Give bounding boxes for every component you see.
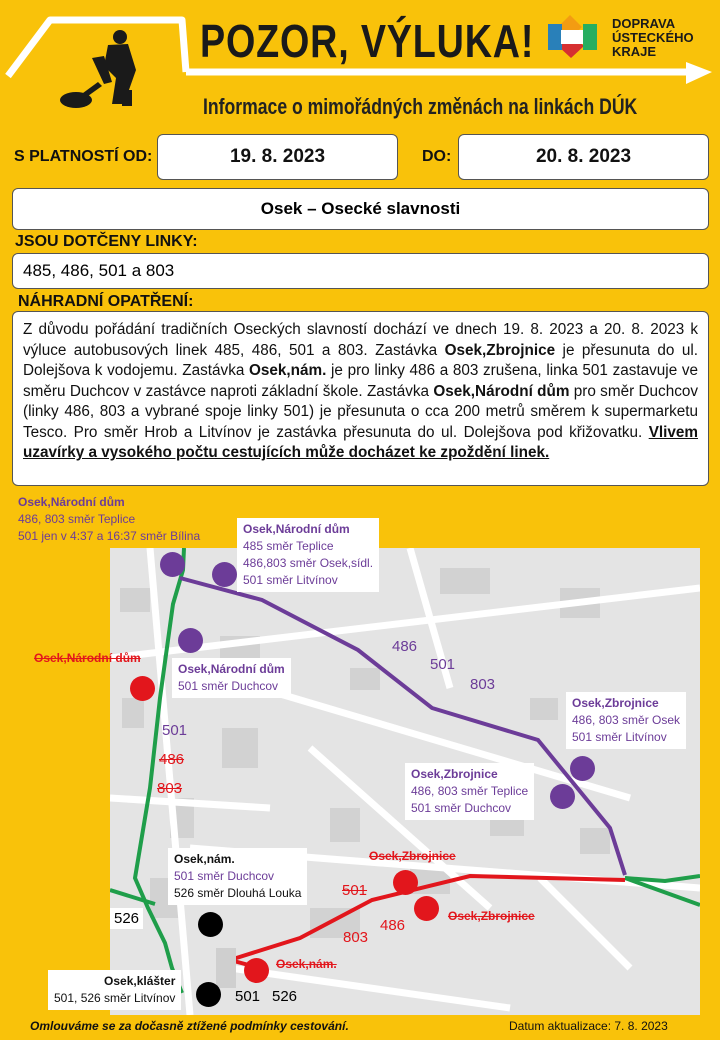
stop-name: Osek,Národní dům [18,495,125,509]
measures-stop-namesti: Osek,nám. [249,362,327,379]
purple-line-501: 501 [430,656,456,673]
measures-text [12,311,709,486]
page-title: POZOR, VÝLUKA! [200,15,535,67]
to-label: DO: [422,148,452,165]
church-symbol [216,948,236,988]
stop-marker-purple [550,784,575,809]
stop-name: Osek,nám. [174,852,235,866]
worker-icon [60,30,136,108]
stop-marker-cancelled [130,676,155,701]
stop-line: 501 směr Duchcov [174,869,275,883]
measures-text-part: pro směr Duchcov (linky 486, 803 a vybrané spoje linky 501) je přesunuta o cca 200 metrů směrem k supermarketu Tesco. Pro směr Hrob a Litvínov je zastávka přesunuta do ul. Dolejšova pod křižovatku. [23,382,699,441]
stop-marker-purple [178,628,203,653]
stop-label-zb-osek [566,692,686,749]
stop-line: 486, 803 směr Osek [572,713,681,727]
stop-line: 486,803 směr Osek,sídl. [243,556,374,570]
stop-line: 526 směr Dlouhá Louka [174,886,302,900]
stop-marker-purple [160,552,185,577]
footer-updated: Datum aktualizace: 7. 8. 2023 [509,1019,668,1033]
measures-stop-narodni-dum: Osek,Národní dům [433,382,570,400]
stop-name: Osek,Zbrojnice [411,767,498,781]
stop-line: 486, 803 směr Teplice [18,512,136,526]
lines-label: JSOU DOTČENY LINKY: [15,233,198,250]
stop-line: 501 směr Litvínov [243,573,338,587]
stop-marker-cancelled [393,870,418,895]
green-line-501: 501 [162,722,188,739]
stop-marker-cancelled [244,958,269,983]
affected-lines: 485, 486, 501 a 803 [12,253,709,289]
stop-name: Osek,Národní dům [178,662,285,676]
delay-warning: Vlivem uzavírky a vysokého počtu cestujících může docházet ke zpoždění linek. [23,423,699,461]
stop-line: 501 směr Duchcov [178,679,279,693]
from-label: S PLATNOSTÍ OD: [14,148,153,165]
stop-label-nd-osek [237,518,379,592]
stop-marker-purple [570,756,595,781]
event-title: Osek – Osecké slavnosti [12,188,709,230]
stop-line: 501 jen v 4:37 a 16:37 směr Bílina [18,529,201,543]
red-line-486: 486 [380,917,406,934]
stop-label-zb-cancelled: Osek,Zbrojnice [448,909,535,923]
stop-name: Osek,Zbrojnice [572,696,659,710]
stop-line: 501, 526 směr Litvínov [54,991,176,1005]
duk-logo-icon [548,15,597,58]
purple-line-803: 803 [470,676,496,693]
measures-text-part: Z důvodu pořádání tradičních Oseckých slavností dochází ve dnech 19. 8. 2023 a 20. 8. 2023 k výluce autobusových linek 485, 486, 501 a 803. Zastávka [23,321,698,359]
brand-name: DOPRAVA ÚSTECKÉHO KRAJE [612,16,694,59]
stop-name: Osek,klášter [104,974,176,988]
stop-marker-black [198,912,223,937]
measures-text-part: je přesunuta do ul. Dolejšova k vodojemu. Zastávka [23,341,698,379]
stop-label-nam [168,848,307,905]
stop-line: 501 směr Duchcov [411,801,512,815]
stop-label-nd-teplice [18,494,200,545]
stop-marker-purple [212,562,237,587]
to-date: 20. 8. 2023 [458,134,709,180]
stop-label-klaster [48,970,181,1010]
purple-line-486: 486 [392,638,418,655]
line-526-label-b: 526 [272,988,298,1005]
stop-line: 501 směr Litvínov [572,730,667,744]
measures-text-part: je pro linky 486 a 803 zrušena, linka 501 zastavuje ve směru Duchcov v zastávce naproti základní škole. Zastávka [23,362,698,400]
stop-label-zb-teplice [405,763,534,820]
page-subtitle: Informace o mimořádných změnách na linkách DÚK [203,94,638,119]
measures-label: NÁHRADNÍ OPATŘENÍ: [18,293,194,310]
red-line-501: 501 [342,882,368,899]
stop-label-nd-cancelled: Osek,Národní dům [34,651,141,665]
line-526-label: 526 [110,908,143,929]
line-501-label: 501 [235,988,261,1005]
stop-name: Osek,Národní dům [243,522,350,536]
stop-marker-cancelled [414,896,439,921]
measures-stop-zbrojnice: Osek,Zbrojnice [444,341,556,359]
stop-marker-black [196,982,221,1007]
stop-label-nd-duchcov [172,658,291,698]
from-date: 19. 8. 2023 [157,134,398,180]
red-line-803: 803 [343,929,369,946]
stop-line: 486, 803 směr Teplice [411,784,529,798]
green-line-486: 486 [159,751,185,768]
stop-label-zb-cancelled: Osek,Zbrojnice [369,849,456,863]
stop-line: 485 směr Teplice [243,539,334,553]
footer-apology: Omlouváme se za dočasně ztížené podmínky cestování. [30,1019,349,1033]
green-line-803: 803 [157,780,183,797]
stop-label-nam-cancelled: Osek,nám. [276,957,337,971]
